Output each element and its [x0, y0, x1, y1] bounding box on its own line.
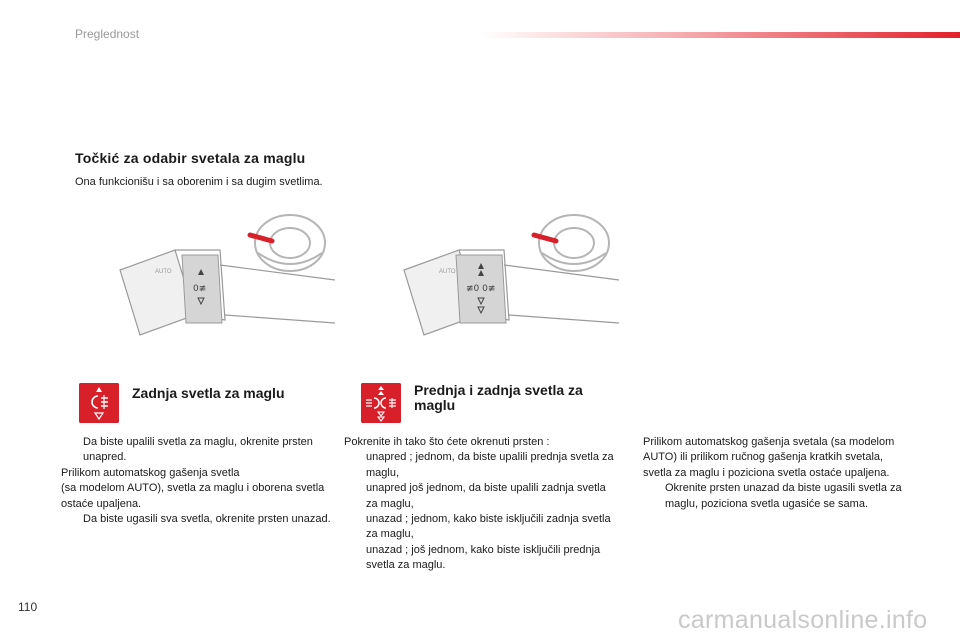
stalk-auto-label: AUTO — [155, 269, 172, 275]
steering-wheel-icon — [539, 215, 609, 271]
svg-text:0≢: 0≢ — [193, 284, 207, 294]
page-number: 110 — [18, 600, 38, 614]
auto-off-note — [643, 435, 908, 512]
list-item: Da biste upalili svetla za maglu, okrenite prsten unapred. — [83, 436, 313, 464]
list-item: unazad ; jednom, kako biste isključili zadnja svetla za maglu, — [366, 513, 611, 541]
list-item: Okrenite prsten unazad da biste ugasili svetla za maglu, poziciona svetla ugasiće se sama. — [665, 482, 902, 510]
paragraph: Pokrenite ih tako što ćete okrenuti prsten : — [344, 436, 550, 448]
paragraph: Prilikom automatskog gašenja svetala (sa modelom AUTO) ili prilikom ručnog gašenja kratkih svetala, svetla za maglu i poziciona svetla ostaće upaljena. — [643, 436, 895, 479]
list-item: unazad ; još jednom, kako biste isključili prednja svetla za maglu. — [366, 543, 601, 572]
stalk-indicator-arrow — [250, 235, 272, 241]
watermark: carmanualsonline.info — [678, 606, 928, 634]
fog-selector-ring — [456, 255, 506, 323]
front-rear-fog-stalk-illustration — [384, 205, 624, 355]
stalk-indicator-arrow — [534, 235, 556, 241]
header-accent-bar — [480, 32, 960, 38]
front-rear-fog-instructions — [344, 435, 619, 574]
front-rear-fog-title: Prednja i zadnja svetla za maglu — [414, 382, 583, 413]
steering-wheel-icon — [255, 215, 325, 271]
paragraph: (sa modelom AUTO), svetla za maglu i oborena svetla ostaće upaljena. — [61, 482, 325, 510]
rear-fog-stalk-illustration — [100, 205, 340, 355]
paragraph: Prilikom automatskog gašenja svetla — [61, 466, 240, 479]
list-item: Da biste ugasili sva svetla, okrenite prsten unazad. — [83, 513, 331, 526]
rear-fog-instructions — [61, 435, 336, 527]
list-item: unapred ; jednom, da biste upalili prednja svetla za maglu, — [366, 451, 614, 479]
rear-fog-lamp-icon — [79, 383, 119, 423]
rear-fog-title: Zadnja svetla za maglu — [132, 385, 285, 401]
front-rear-fog-lamp-icon — [361, 383, 401, 423]
fog-selector-ring — [182, 255, 222, 323]
section-title: Točkić za odabir svetala za maglu — [75, 150, 306, 166]
svg-text:≢0 0≢: ≢0 0≢ — [466, 284, 496, 294]
chapter-title: Preglednost — [75, 27, 140, 41]
section-intro: Ona funkcionišu i sa oborenim i sa dugim svetlima. — [75, 176, 323, 188]
list-item: unapred još jednom, da biste upalili zadnja svetla za maglu, — [366, 482, 606, 510]
stalk-auto-label: AUTO — [439, 269, 456, 275]
